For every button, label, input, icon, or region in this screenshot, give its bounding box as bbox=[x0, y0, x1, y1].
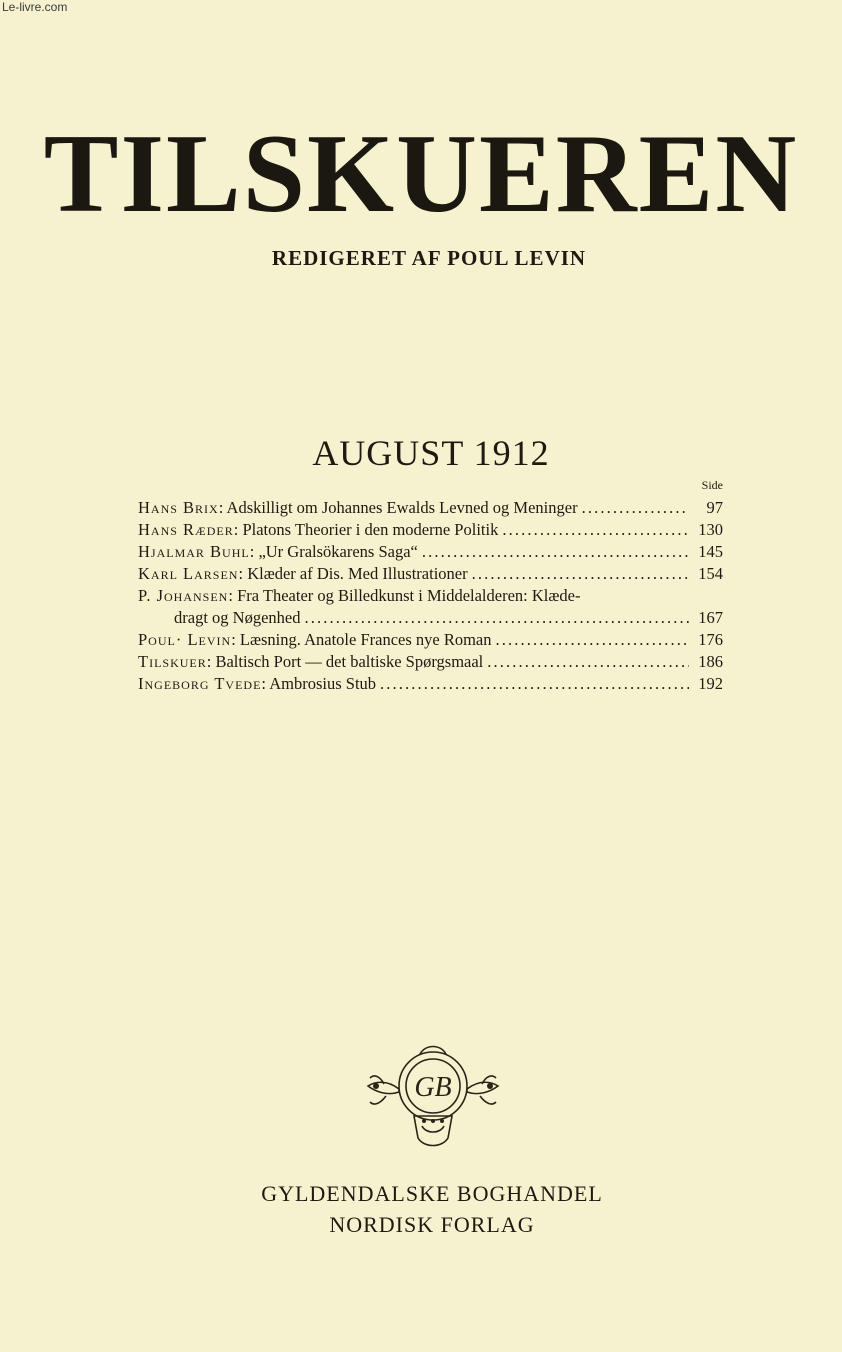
toc-entry: Poul· Levin: Læsning. Anatole Frances nye Roman . . . 176 bbox=[138, 629, 723, 651]
toc-page: 167 bbox=[698, 608, 723, 627]
toc-page: 192 bbox=[698, 674, 723, 693]
toc-title: Fra Theater og Billedkunst i Middelalderen: Klæde- bbox=[237, 586, 581, 605]
page-column-header: Side bbox=[701, 478, 723, 492]
toc-entry: P. Johansen: Fra Theater og Billedkunst i Middelalderen: Klæde- dragt og Nøgenhed . . . 167 bbox=[138, 585, 723, 629]
toc-title: Baltisch Port — det baltiske Spørgsmaal bbox=[215, 652, 484, 671]
toc-entry: Hans Brix: Adskilligt om Johannes Ewalds Levned og Meninger . . . 97 bbox=[138, 497, 723, 519]
toc-title: Adskilligt om Johannes Ewalds Levned og Meninger bbox=[226, 498, 578, 517]
toc-entry: Hjalmar Buhl: „Ur Gralsökarens Saga“ . . . 145 bbox=[138, 541, 723, 563]
toc-author: Hans Brix bbox=[138, 498, 219, 517]
toc-page: 176 bbox=[698, 630, 723, 649]
toc-entry: Karl Larsen: Klæder af Dis. Med Illustrationer . . . 154 bbox=[138, 563, 723, 585]
toc-page: 130 bbox=[698, 520, 723, 539]
magazine-title: TILSKUEREN bbox=[43, 112, 799, 236]
toc-title: „Ur Gralsökarens Saga“ bbox=[258, 542, 418, 561]
publisher-name: GYLDENDALSKE BOGHANDEL bbox=[261, 1181, 603, 1206]
toc-page: 97 bbox=[706, 498, 723, 517]
publisher-imprint: NORDISK FORLAG bbox=[329, 1212, 535, 1237]
toc-author: Ingeborg Tvede bbox=[138, 674, 262, 693]
toc-page: 154 bbox=[698, 564, 723, 583]
toc-title: Klæder af Dis. Med Illustrationer bbox=[247, 564, 468, 583]
toc-page: 186 bbox=[698, 652, 723, 671]
toc-entry: Hans Ræder: Platons Theorier i den moderne Politik . . . 130 bbox=[138, 519, 723, 541]
issue-date: AUGUST 1912 bbox=[312, 433, 550, 473]
toc-title-continued: dragt og Nøgenhed bbox=[174, 608, 301, 627]
toc-entry: Ingeborg Tvede: Ambrosius Stub . . . 192 bbox=[138, 673, 723, 695]
emblem-monogram: GB bbox=[414, 1072, 452, 1103]
toc-title: Ambrosius Stub bbox=[269, 674, 377, 693]
table-of-contents bbox=[138, 478, 723, 695]
toc-author: Poul· Levin bbox=[138, 630, 232, 649]
toc-title: Platons Theorier i den moderne Politik bbox=[242, 520, 499, 539]
toc-title: Læsning. Anatole Frances nye Roman bbox=[239, 630, 492, 649]
toc-entry: Tilskuer: Baltisch Port — det baltiske Spørgsmaal . . . 186 bbox=[138, 651, 723, 673]
toc-author: Tilskuer bbox=[138, 652, 207, 671]
publisher-block bbox=[0, 1178, 842, 1240]
publisher-monogram-emblem-icon bbox=[364, 1034, 502, 1154]
watermark: Le-livre.com bbox=[2, 0, 68, 14]
toc-author: Hans Ræder bbox=[138, 520, 234, 539]
editor-line: REDIGERET AF POUL LEVIN bbox=[271, 246, 587, 270]
toc-author: Hjalmar Buhl bbox=[138, 542, 250, 561]
toc-author: P. Johansen bbox=[138, 586, 229, 605]
toc-page: 145 bbox=[698, 542, 723, 561]
toc-author: Karl Larsen bbox=[138, 564, 239, 583]
